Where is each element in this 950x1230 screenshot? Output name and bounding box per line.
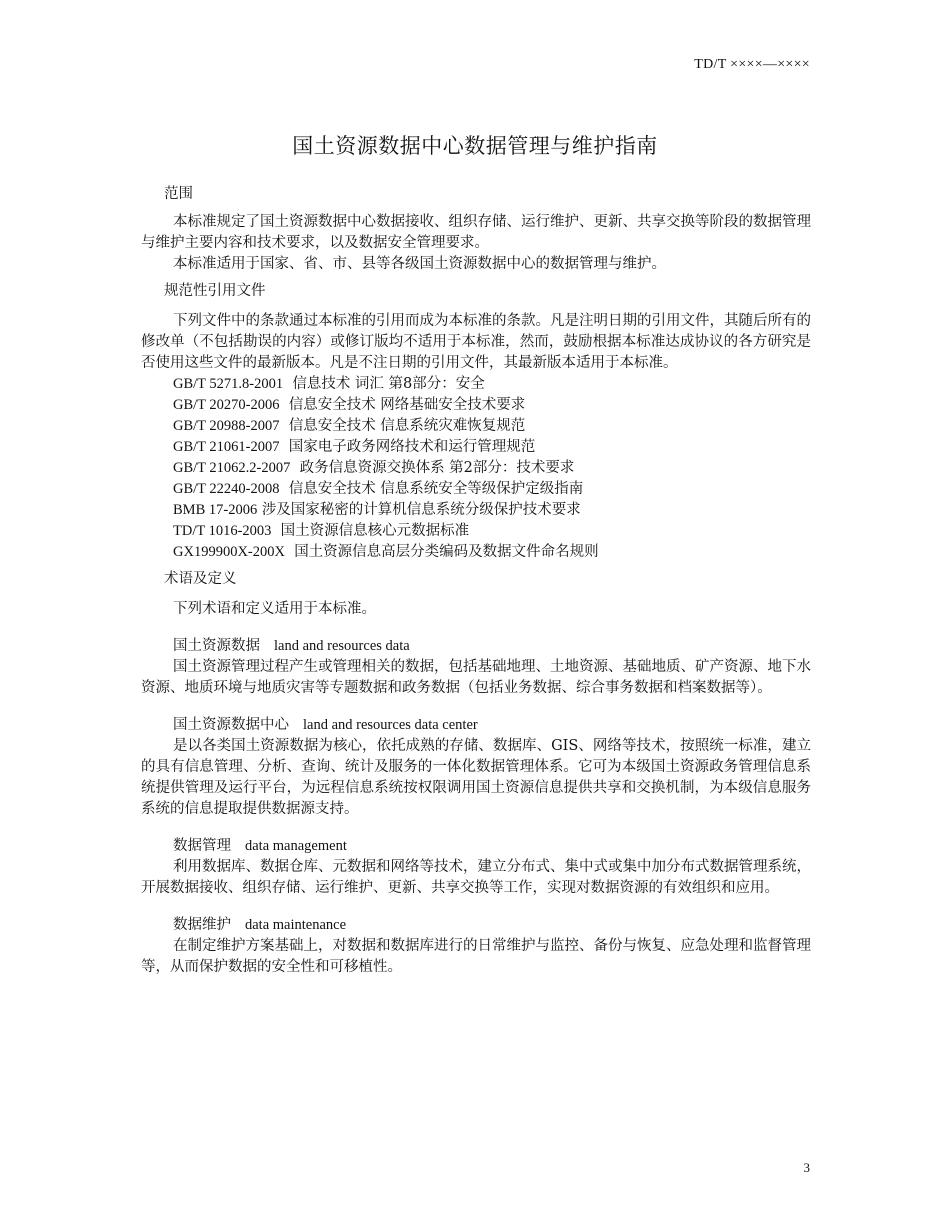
reference-item	[141, 395, 811, 416]
term-heading	[141, 836, 811, 857]
term-name-zh: 国土资源数据中心	[173, 717, 289, 733]
section-heading-terms: 术语及定义	[164, 571, 237, 587]
reference-code: GX199900X-200X	[173, 544, 285, 560]
scope-paragraph: 本标准规定了国土资源数据中心数据接收、组织存储、运行维护、更新、共享交换等阶段的数据管理与维护主要内容和技术要求，以及数据安全管理要求。	[141, 214, 811, 251]
term-name-en: land and resources data center	[303, 717, 478, 733]
term-name-en: land and resources data	[274, 638, 410, 654]
reference-code: TD/T 1016-2003	[173, 523, 272, 539]
terms-intro: 下列术语和定义适用于本标准。	[173, 601, 376, 617]
reference-title: 国土资源信息高层分类编码及数据文件命名规则	[294, 544, 599, 560]
reference-title: 政务信息资源交换体系 第2部分：技术要求	[299, 460, 575, 476]
document-title: 国土资源数据中心数据管理与维护指南	[292, 134, 658, 158]
reference-item	[141, 416, 811, 437]
reference-item	[141, 542, 811, 563]
references-intro: 下列文件中的条款通过本标准的引用而成为本标准的条款。凡是注明日期的引用文件，其随后所有的修改单（不包括勘误的内容）或修订版均不适用于本标准，然而，鼓励根据本标准达成协议的各方研究是否使用这些文件的最新版本。凡是不注日期的引用文件，其最新版本适用于本标准。	[141, 313, 811, 371]
term-name-en: data maintenance	[245, 917, 347, 933]
term-name-en: data management	[245, 838, 347, 854]
term-name-zh: 国土资源数据	[173, 638, 260, 654]
reference-code: GB/T 20988-2007	[173, 418, 280, 434]
term-name-zh: 数据管理	[173, 838, 231, 854]
term-definition: 利用数据库、数据仓库、元数据和网络等技术，建立分布式、集中式或集中加分布式数据管理系统，开展数据接收、组织存储、运行维护、更新、共享交换等工作，实现对数据资源的有效组织和应用。	[141, 859, 811, 896]
term-heading	[141, 915, 811, 936]
term-definition: 国土资源管理过程产生或管理相关的数据，包括基础地理、土地资源、基础地质、矿产资源、地下水资源、地质环境与地质灾害等专题数据和政务数据（包括业务数据、综合事务数据和档案数据等）。	[141, 659, 811, 696]
reference-item	[141, 521, 811, 542]
reference-title: 国家电子政务网络技术和运行管理规范	[288, 439, 536, 455]
page-number: 3	[803, 1160, 810, 1175]
reference-title: 信息技术 词汇 第8部分：安全	[292, 376, 485, 392]
term-name-zh: 数据维护	[173, 917, 231, 933]
reference-code: GB/T 5271.8-2001	[173, 376, 284, 392]
reference-item	[141, 458, 811, 479]
reference-code: GB/T 20270-2006	[173, 397, 280, 413]
reference-item	[141, 479, 811, 500]
reference-item	[141, 437, 811, 458]
term-heading	[141, 636, 811, 657]
scope-paragraph: 本标准适用于国家、省、市、县等各级国土资源数据中心的数据管理与维护。	[173, 256, 666, 272]
section-heading-references: 规范性引用文件	[164, 283, 266, 299]
reference-code: GB/T 22240-2008	[173, 481, 280, 497]
term-heading	[141, 715, 811, 736]
reference-item	[141, 374, 811, 395]
reference-code: BMB 17-2006	[173, 502, 258, 518]
reference-item	[141, 500, 811, 521]
reference-title: 国土资源信息核心元数据标准	[280, 523, 470, 539]
term-definition: 在制定维护方案基础上，对数据和数据库进行的日常维护与监控、备份与恢复、应急处理和监督管理等，从而保护数据的安全性和可移植性。	[141, 938, 811, 975]
reference-code: GB/T 21061-2007	[173, 439, 280, 455]
reference-title: 涉及国家秘密的计算机信息系统分级保护技术要求	[261, 502, 581, 518]
reference-title: 信息安全技术 信息系统安全等级保护定级指南	[288, 481, 584, 497]
reference-title: 信息安全技术 网络基础安全技术要求	[288, 397, 526, 413]
reference-code: GB/T 21062.2-2007	[173, 460, 291, 476]
document-body	[141, 184, 811, 978]
reference-title: 信息安全技术 信息系统灾难恢复规范	[288, 418, 526, 434]
section-heading-scope: 范围	[164, 186, 193, 202]
term-definition: 是以各类国土资源数据为核心，依托成熟的存储、数据库、GIS、网络等技术，按照统一标准，建立的具有信息管理、分析、查询、统计及服务的一体化数据管理体系。它可为本级国土资源政务管理信息系统提供管理及运行平台，为远程信息系统按权限调用国土资源信息提供共享和交换机制，为本级信息服务系统的信息提取提供数据源支持。	[141, 738, 811, 817]
document-code-header: TD/T ××××—××××	[694, 57, 810, 72]
